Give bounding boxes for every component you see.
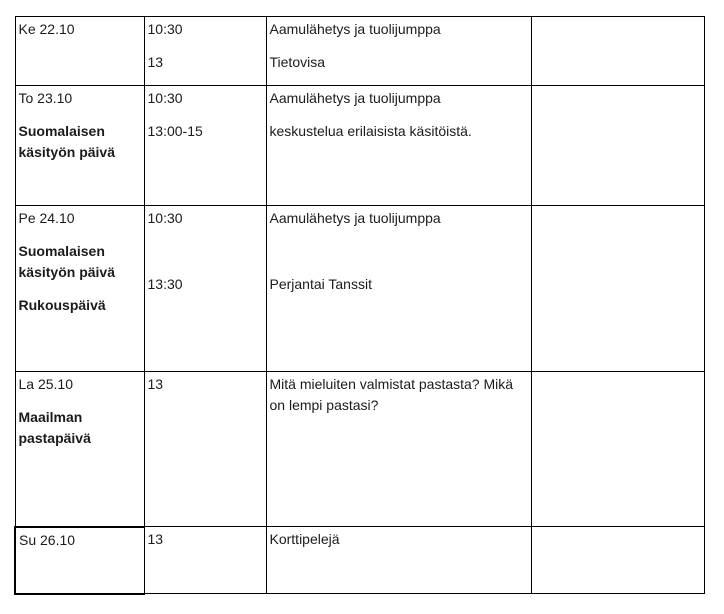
notes-cell[interactable] xyxy=(531,17,704,86)
schedule-rows xyxy=(15,17,704,594)
time-cell[interactable] xyxy=(144,372,266,527)
time-cell[interactable] xyxy=(144,86,266,206)
cell-paragraph: keskustelua erilaisista käsitöistä. xyxy=(269,123,472,139)
notes-cell[interactable] xyxy=(531,527,704,594)
cell-paragraph: 13 xyxy=(147,531,164,547)
activity-cell[interactable] xyxy=(266,206,531,372)
activity-cell[interactable] xyxy=(266,527,531,594)
activity-cell[interactable] xyxy=(266,17,531,86)
cell-paragraph: La 25.10 xyxy=(18,376,73,392)
notes-cell[interactable] xyxy=(531,206,704,372)
day-cell[interactable] xyxy=(15,17,144,86)
cell-paragraph: To 23.10 xyxy=(18,90,73,106)
cell-paragraph: 13:30 xyxy=(147,276,183,292)
weekly-schedule-table xyxy=(14,16,705,595)
cell-paragraph: Korttipelejä xyxy=(269,531,340,547)
cell-paragraph: 10:30 xyxy=(147,21,183,37)
cell-paragraph: Aamulähetys ja tuolijumppa xyxy=(269,21,441,37)
cell-paragraph: 10:30 xyxy=(147,210,183,226)
cell-paragraph: 13 xyxy=(147,376,164,392)
cell-paragraph: Suomalaisen käsityön päivä xyxy=(18,243,115,280)
cell-paragraph xyxy=(148,241,263,262)
notes-cell[interactable] xyxy=(531,86,704,206)
cell-paragraph: 13:00-15 xyxy=(147,123,203,139)
time-cell[interactable] xyxy=(144,17,266,86)
cell-paragraph: Mitä mieluiten valmistat pastasta? Mikä on lempi pastasi? xyxy=(269,376,514,413)
cell-paragraph: Aamulähetys ja tuolijumppa xyxy=(269,210,441,226)
cell-paragraph: Ke 22.10 xyxy=(18,21,75,37)
cell-paragraph xyxy=(270,241,528,262)
notes-cell[interactable] xyxy=(531,372,704,527)
cell-paragraph: Perjantai Tanssit xyxy=(269,276,372,292)
cell-paragraph: Aamulähetys ja tuolijumppa xyxy=(269,90,441,106)
day-cell[interactable] xyxy=(15,527,144,594)
cell-paragraph: Rukouspäivä xyxy=(18,297,106,313)
cell-paragraph: Pe 24.10 xyxy=(18,210,75,226)
cell-paragraph: Tietovisa xyxy=(269,54,326,70)
cell-paragraph: Suomalaisen käsityön päivä xyxy=(18,123,115,160)
day-cell[interactable] xyxy=(15,372,144,527)
activity-cell[interactable] xyxy=(266,372,531,527)
cell-paragraph: 13 xyxy=(147,54,164,70)
time-cell[interactable] xyxy=(144,527,266,594)
day-cell[interactable] xyxy=(15,206,144,372)
activity-cell[interactable] xyxy=(266,86,531,206)
table-row xyxy=(15,527,704,594)
day-cell[interactable] xyxy=(15,86,144,206)
cell-paragraph: 10:30 xyxy=(147,90,183,106)
time-cell[interactable] xyxy=(144,206,266,372)
cell-paragraph: Su 26.10 xyxy=(19,531,76,548)
table-row xyxy=(15,206,704,372)
cell-paragraph: Maailman pastapäivä xyxy=(18,409,91,446)
table-row xyxy=(15,372,704,527)
table-row xyxy=(15,17,704,86)
table-row xyxy=(15,86,704,206)
